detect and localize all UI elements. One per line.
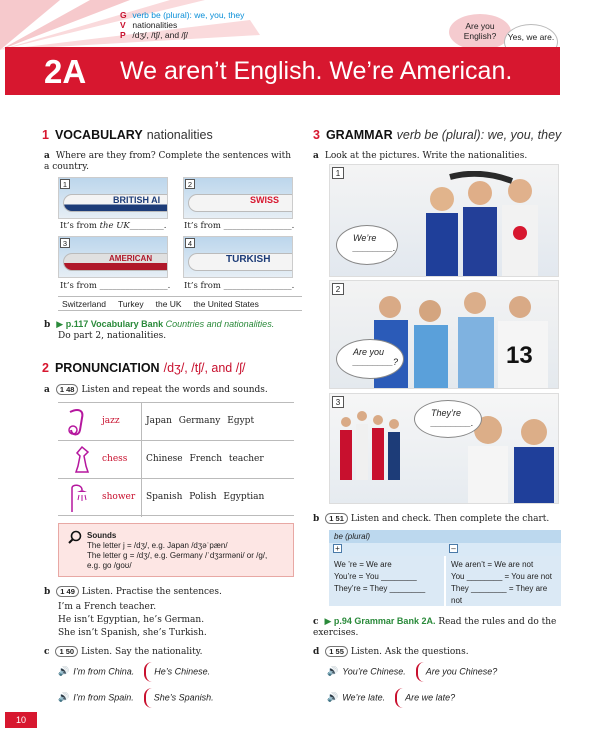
vocabulary-instruction-b: b ▶ p.117 Vocabulary Bank Countries and nationalities. Do part 2, nationalities. (44, 319, 275, 341)
speaker-icon: 🔊 (327, 666, 339, 677)
sounds-tip-box: Sounds The letter j = /dʒ/, e.g. Japan /dʒəˈpæn/ The letter g = /dʒ/, e.g. Germany /ˈdʒɜrməni/ or /g/, e.g. go /goʊ/ (58, 523, 294, 577)
speaker-icon: 🔊 (58, 692, 70, 703)
negative-icon: – (449, 544, 458, 553)
audio-track-badge[interactable]: 1 48 (56, 384, 79, 395)
speaking-prompt: 🔊 You’re Chinese. Are you Chinese? (327, 662, 497, 682)
shower-icon (64, 482, 98, 514)
speech-bubble: We’re ________. (336, 225, 398, 265)
chart-subheader (329, 543, 561, 556)
practice-sentences: I’m a French teacher. He isn’t Egyptian, he’s German. She isn’t Spanish, she’s Turkish. (58, 602, 207, 638)
pronunciation-words: Spanish Polish Egyptian (146, 492, 265, 502)
pronunciation-heading: 2 PRONUNCIATION /dʒ/, /tʃ/, and /ʃ/ (42, 361, 246, 375)
saxophone-icon (64, 406, 98, 438)
japanese-fans-photo: 1 We’re ________. (329, 164, 559, 277)
germany-fans-photo: 2 13 Are you ________? (329, 280, 559, 389)
pronunciation-words: Chinese French teacher (146, 454, 264, 464)
chart-cell-input[interactable]: We ’re = We are (334, 560, 392, 569)
plane-photo: 4 TURKISH (183, 236, 293, 278)
chart-cell-input[interactable]: They ________ = They are not (451, 584, 548, 605)
chess-piece-icon (64, 444, 98, 476)
pronunciation-instruction-b: b 1 49 Listen. Practise the sentences. (44, 587, 222, 597)
chart-cell-input[interactable]: We aren’t = We are not (451, 560, 534, 569)
negative-column (444, 556, 561, 606)
audio-track-badge[interactable]: 1 51 (325, 513, 348, 524)
audio-track-badge[interactable]: 1 55 (325, 646, 348, 657)
speech-bubble: They’re ________. (414, 400, 482, 438)
unit-number: 2A (44, 53, 87, 90)
unit-summary: G verb be (plural): we, you, they V nationalities P /dʒ/, /tʃ/, and /ʃ/ (120, 10, 245, 40)
chart-title: be (plural) (329, 530, 561, 543)
pronunciation-row: jazz Japan Germany Egypt (58, 402, 294, 440)
page-title: We aren’t English. We’re American. (120, 57, 513, 85)
speaking-prompt: 🔊 I’m from Spain. She’s Spanish. (58, 688, 214, 708)
vocabulary-instruction-a: a Where are they from? Complete the sentences with a country. (44, 151, 292, 172)
chart-cell-input[interactable]: You ________ = You are not (451, 572, 552, 581)
pronunciation-words: Japan Germany Egypt (146, 416, 255, 426)
answer-speech-bubble: Yes, we are. (504, 24, 558, 60)
plane-caption: It’s from ________________. (184, 221, 295, 231)
pronunciation-instruction-a: a 1 48 Listen and repeat the words and sounds. (44, 385, 268, 395)
svg-text:13: 13 (506, 342, 533, 369)
positive-column (329, 556, 444, 606)
plane-caption: It’s from ________________. (184, 281, 295, 291)
grammar-instruction-c: c ▶ p.94 Grammar Bank 2A. Read the rules and do the exercises. (313, 616, 557, 638)
word-box: Switzerland Turkey the UK the United States (58, 296, 302, 311)
magnifier-icon (68, 530, 82, 544)
plane-caption: It’s from ________________. (60, 281, 171, 291)
grammar-instruction-b: b 1 51 Listen and check. Then complete the chart. (313, 514, 550, 524)
audio-track-badge[interactable]: 1 49 (56, 586, 79, 597)
speaker-icon: 🔊 (327, 692, 339, 703)
positive-icon: + (333, 544, 342, 553)
chart-cell-input[interactable]: You’re = You ________ (334, 572, 417, 581)
england-fans-photo: 3 They’re ________. (329, 393, 559, 504)
audio-track-badge[interactable]: 1 50 (55, 646, 78, 657)
vocabulary-heading: 1 VOCABULARY nationalities (42, 128, 213, 142)
fans-illustration (420, 171, 558, 277)
plane-caption: It’s from the UK________. (60, 221, 167, 231)
speech-bubble: Are you ________? (336, 339, 404, 379)
question-speech-bubble: Are you English? (449, 14, 511, 50)
grammar-chart (329, 530, 561, 606)
grammar-instruction-d: d 1 55 Listen. Ask the questions. (313, 647, 469, 657)
grammar-bank-link[interactable]: ▶ p.94 Grammar Bank 2A. (324, 616, 436, 626)
grammar-instruction-a: a Look at the pictures. Write the nationalities. (313, 151, 528, 161)
speaking-prompt: 🔊 I’m from China. He’s Chinese. (58, 662, 210, 682)
speaker-icon: 🔊 (58, 666, 70, 677)
pronunciation-instruction-c: c 1 50 Listen. Say the nationality. (44, 647, 203, 657)
plane-photo: 1 BRITISH AI (58, 177, 168, 219)
plane-photo: 3 AMERICAN (58, 236, 168, 278)
plane-photo: 2 SWISS (183, 177, 293, 219)
fans-illustration (370, 285, 558, 389)
grammar-heading: 3 GRAMMAR verb be (plural): we, you, they (313, 128, 562, 142)
speaking-prompt: 🔊 We’re late. Are we late? (327, 688, 455, 708)
page-number: 10 (5, 712, 37, 728)
pronunciation-row: shower Spanish Polish Egyptian (58, 478, 294, 516)
vocabulary-bank-link[interactable]: ▶ p.117 Vocabulary Bank Countries and nationalities. (56, 319, 275, 329)
pronunciation-row: chess Chinese French teacher (58, 440, 294, 478)
chart-cell-input[interactable]: They’re = They ________ (334, 584, 426, 593)
